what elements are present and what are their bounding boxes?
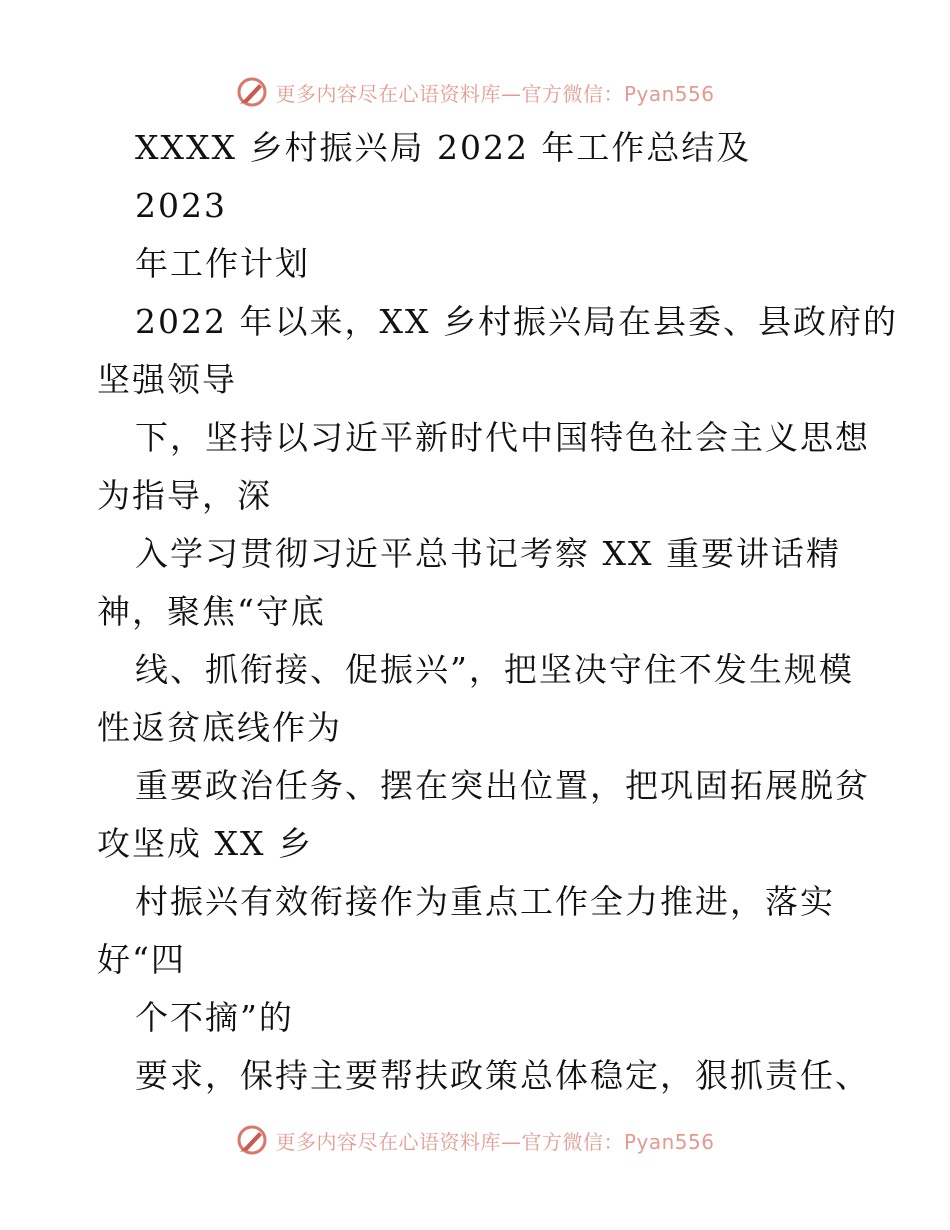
- doc-paragraph-line: 个不摘”的: [135, 998, 294, 1037]
- doc-paragraph-line: 入学习贯彻习近平总书记考察 XX 重要讲话精: [135, 534, 841, 573]
- doc-title-line-3: 年工作计划: [135, 244, 310, 283]
- doc-paragraph-line: 为指导，深: [97, 476, 272, 515]
- doc-paragraph-line: 2022 年以来，XX 乡村振兴局在县委、县政府的: [135, 302, 898, 341]
- watermark-text: 更多内容尽在心语资料库—官方微信：Pyan556: [275, 81, 715, 106]
- doc-paragraph-line: 线、抓衔接、促振兴”，把坚决守住不发生规模: [135, 650, 854, 689]
- doc-paragraph-line: 坚强领导: [97, 360, 237, 399]
- doc-paragraph-line: 下，坚持以习近平新时代中国特色社会主义思想: [135, 418, 870, 457]
- doc-paragraph-line: 重要政治任务、摆在突出位置，把巩固拓展脱贫: [135, 766, 870, 805]
- doc-title-line-2: 2023: [135, 186, 227, 225]
- doc-paragraph-line: 神，聚焦“守底: [97, 592, 326, 631]
- doc-title-line-1: XXXX 乡村振兴局 2022 年工作总结及: [135, 128, 752, 167]
- doc-paragraph-line: 好“四: [97, 940, 186, 979]
- doc-paragraph-line: 攻坚成 XX 乡: [97, 824, 313, 863]
- watermark-footer: [0, 1120, 950, 1160]
- doc-paragraph-line: 村振兴有效衔接作为重点工作全力推进，落实: [135, 882, 835, 921]
- doc-paragraph-line: 性返贫底线作为: [97, 708, 342, 747]
- watermark-text: 更多内容尽在心语资料库—官方微信：Pyan556: [275, 1129, 715, 1154]
- doc-paragraph-line: 要求，保持主要帮扶政策总体稳定，狠抓责任、: [135, 1056, 870, 1095]
- pen-logo-icon: [235, 1123, 269, 1157]
